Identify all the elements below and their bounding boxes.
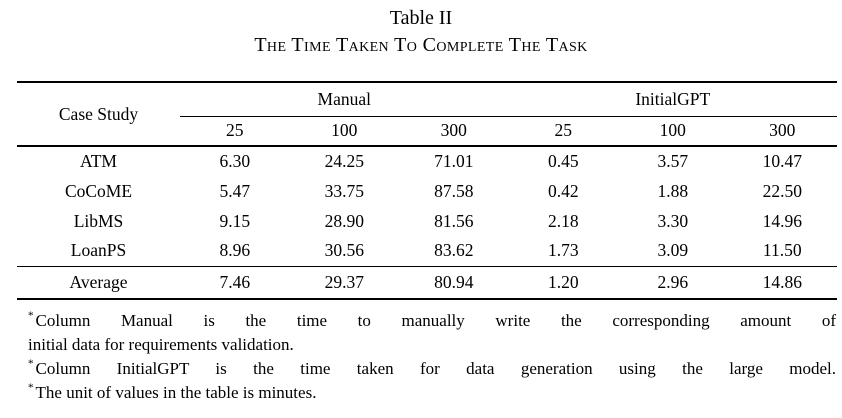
subheader-initialgpt-25: 25 — [509, 116, 619, 146]
cell: 22.50 — [762, 180, 802, 201]
cell: 1.88 — [657, 180, 689, 201]
table-caption — [0, 0, 842, 57]
cell: 11.50 — [762, 240, 802, 261]
cell: 83.62 — [434, 240, 474, 261]
cell: 2.96 — [618, 266, 728, 299]
subheader-manual-300: 300 — [399, 116, 509, 146]
cell: 2.18 — [547, 210, 579, 231]
asterisk-marker: * — [28, 358, 34, 371]
row-label: LibMS — [73, 210, 124, 231]
asterisk-marker: * — [28, 382, 34, 395]
cell: 87.58 — [434, 180, 474, 201]
group-header-initialgpt: InitialGPT — [509, 82, 838, 116]
cell: 29.37 — [290, 266, 400, 299]
cell: 1.20 — [509, 266, 619, 299]
table-row-atm — [17, 146, 837, 176]
cell: 14.96 — [762, 210, 802, 231]
footnote-manual-line-2 — [28, 333, 836, 357]
footnote-text: The unit of values in the table is minutes. — [35, 383, 317, 402]
subheader-manual-100: 100 — [290, 116, 400, 146]
cell: 33.75 — [324, 180, 364, 201]
footnote-manual-line-1 — [28, 309, 836, 333]
row-label: CoCoME — [64, 180, 133, 201]
cell: 71.01 — [434, 151, 474, 171]
footnote-unit — [28, 381, 836, 405]
corner-header-case-study: Case Study — [17, 82, 180, 146]
cell: 28.90 — [324, 210, 364, 231]
subheader-initialgpt-100: 100 — [618, 116, 728, 146]
table-row-loanps — [17, 236, 837, 266]
group-header-manual: Manual — [180, 82, 509, 116]
cell: 10.47 — [762, 151, 802, 171]
cell: 30.56 — [324, 240, 364, 261]
cell: 14.86 — [728, 266, 838, 299]
cell: 80.94 — [399, 266, 509, 299]
cell: 9.15 — [219, 210, 251, 231]
asterisk-marker: * — [28, 310, 34, 323]
table-caption-title: The Time Taken To Complete The Task — [254, 34, 588, 56]
cell: 1.73 — [547, 240, 579, 261]
header-group-row — [17, 82, 837, 116]
row-label: LoanPS — [70, 240, 127, 261]
cell: 24.25 — [324, 151, 364, 171]
row-label: Average — [17, 266, 180, 299]
cell: 5.47 — [219, 180, 251, 201]
cell: 3.57 — [657, 151, 689, 171]
footnote-text: initial data for requirements validation. — [28, 335, 294, 354]
footnote-text: Column InitialGPT is the time taken for data generation using the large model. — [35, 359, 836, 378]
subheader-manual-25: 25 — [180, 116, 290, 146]
cell: 0.42 — [547, 180, 579, 201]
cell: 3.09 — [657, 240, 689, 261]
cell: 81.56 — [434, 210, 474, 231]
table-row-cocome — [17, 176, 837, 206]
results-table — [17, 81, 837, 300]
table-row-average — [17, 266, 837, 299]
table-caption-number: Table II — [389, 7, 453, 29]
footnote-initialgpt — [28, 357, 836, 381]
table-row-libms — [17, 206, 837, 236]
row-label: ATM — [80, 151, 117, 171]
cell: 8.96 — [219, 240, 251, 261]
table-footnotes — [28, 309, 836, 405]
subheader-initialgpt-300: 300 — [728, 116, 838, 146]
cell: 0.45 — [547, 151, 579, 171]
footnote-text: Column Manual is the time to manually write the corresponding amount of — [35, 311, 836, 330]
cell: 3.30 — [657, 210, 689, 231]
cell: 6.30 — [219, 151, 251, 171]
cell: 7.46 — [180, 266, 290, 299]
